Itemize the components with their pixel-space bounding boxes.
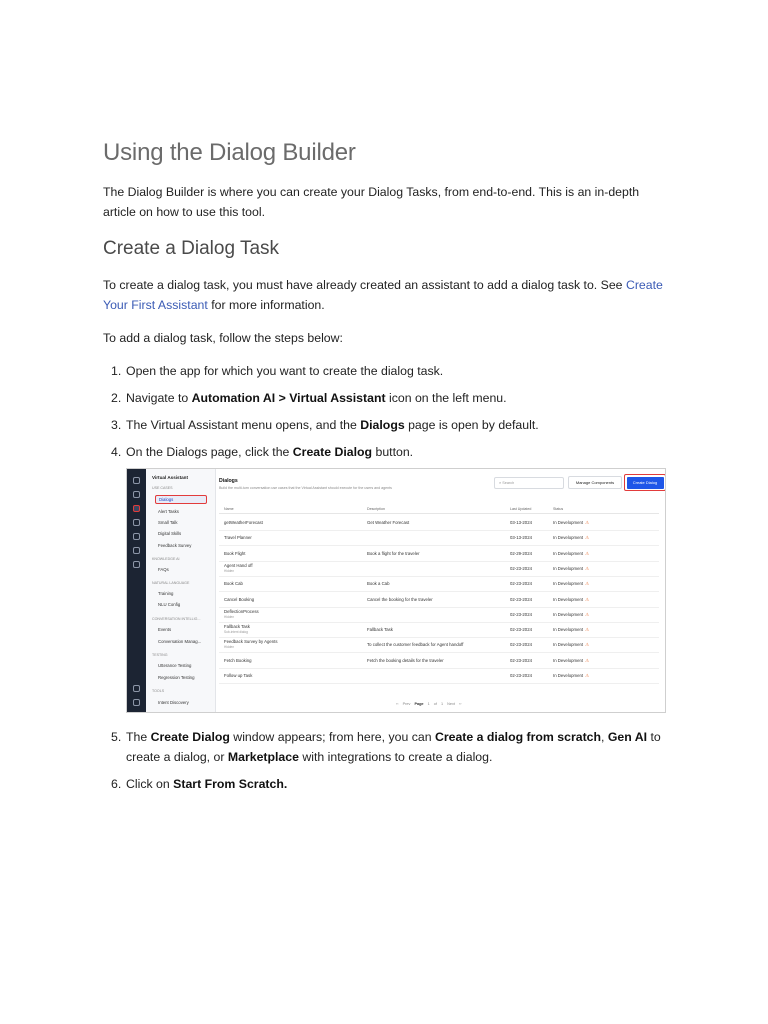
warning-icon: ⚠ (585, 520, 589, 525)
table-row: Travel Planner 03-13-2024 In Development ⚠ (219, 531, 659, 546)
table-row: Cancel Booking Cancel the booking for the traveler 02-23-2024 In Development ⚠ (219, 593, 659, 608)
create-dialog-button: Create Dialog (624, 474, 666, 491)
sidebar-item-dialogs: Dialogs (155, 495, 207, 504)
steps-intro: To add a dialog task, follow the steps below: (103, 331, 343, 345)
pagination: ‹‹ Prev Page 1 of 1 Next ›› (396, 702, 462, 706)
sidebar-item-utterance-testing: Utterance Testing (158, 663, 192, 668)
arrow-icon (133, 477, 140, 484)
sidebar-section-ci: CONVERSATION INTELLIG... (152, 617, 201, 621)
table-row: Follow up Task 02-23-2024 In Development ⚠ (219, 669, 659, 684)
table-row: Book Cab Book a Cab 02-23-2024 In Development ⚠ (219, 577, 659, 592)
section-heading: Create a Dialog Task (103, 238, 280, 259)
table-row: getWeatherForecast Get Weather Forecast 03-13-2024 In Development ⚠ (219, 516, 659, 531)
gear-icon (133, 547, 140, 554)
steps-list-a (103, 361, 663, 462)
sidebar-item-training: Training (158, 591, 174, 596)
sidebar-item-regression-testing: Regression Testing (158, 675, 195, 680)
sidebar-item-alert-tasks: Alert Tasks (158, 509, 179, 514)
table-row: Fetch Booking Fetch the booking details for the traveler 02-23-2024 In Development ⚠ (219, 654, 659, 669)
dialogs-main (216, 469, 665, 712)
dialogs-title: Dialogs (219, 478, 238, 484)
step-1: 1. Open the app for which you want to create the dialog task. (111, 364, 444, 378)
sidebar-section-testing: TESTING (152, 653, 168, 657)
sidebar-section-knowledge: KNOWLEDGE AI (152, 557, 180, 561)
book-icon (133, 699, 140, 706)
grid-icon (133, 491, 140, 498)
warning-icon: ⚠ (585, 596, 589, 602)
step-3: 3. The Virtual Assistant menu opens, and the Dialogs page is open by default. (111, 418, 539, 432)
dialogs-screenshot (126, 468, 666, 713)
sidebar-item-small-talk: Small Talk (158, 520, 178, 525)
sidebar-item-digital-skills: Digital Skills (158, 531, 182, 536)
create-assistant-link[interactable]: Create Your First Assistant (103, 278, 663, 312)
prereq-paragraph: To create a dialog task, you must have already created an assistant to add a dialog task to. See Create Your First Assistant for more information. (103, 278, 663, 312)
warning-icon: ⚠ (585, 611, 589, 617)
warning-icon: ⚠ (585, 627, 589, 633)
icon-rail (127, 469, 146, 712)
warning-icon: ⚠ (585, 565, 589, 571)
page-title: Using the Dialog Builder (103, 139, 356, 166)
search-icon: ⌕ (499, 481, 503, 485)
virtual-assistant-icon (133, 505, 140, 512)
sidebar-item-intent-discovery: Intent Discovery (158, 700, 189, 705)
step-4: 4. On the Dialogs page, click the Create Dialog button. (111, 445, 414, 459)
steps-list-b (103, 727, 663, 794)
warning-icon: ⚠ (585, 550, 589, 556)
sidebar-section-nl: NATURAL LANGUAGE (152, 581, 190, 585)
intro-paragraph: The Dialog Builder is where you can create your Dialog Tasks, from end-to-end. This is an in-depth article on how to use this tool. (103, 185, 640, 219)
sidebar-item-conversation-management: Conversation Manag... (158, 639, 202, 644)
sidebar-section-tools: TOOLS (152, 689, 165, 693)
sidebar-item-faqs: FAQs (158, 567, 169, 572)
step-6: 6. Click on Start From Scratch. (111, 777, 288, 791)
warning-icon: ⚠ (585, 535, 589, 541)
dialogs-subtitle: Build the multi-turn conversation use cases that the Virtual Assistant should execute for the users and agents (219, 486, 392, 490)
sidebar-item-nlu-config: NLU Config (158, 602, 181, 607)
table-row: Book Flight Book a flight for the traveler 02-29-2024 In Development ⚠ (219, 547, 659, 562)
rocket-icon (133, 533, 140, 540)
sidebar-title: Virtual Assistant (152, 475, 188, 480)
table-header: Name Description Last Updated Status (219, 505, 659, 514)
chat-icon (133, 685, 140, 692)
warning-icon: ⚠ (585, 657, 589, 663)
chart-icon (133, 519, 140, 526)
table-row: Fallback Task Sub-intent dialog Fallback Task 02-23-2024 In Development ⚠ (219, 623, 659, 638)
sidebar-item-feedback-survey: Feedback Survey (158, 543, 192, 548)
table-row: DeflectionProcess Hidden 02-23-2024 In Development ⚠ (219, 608, 659, 623)
manage-components-button: Manage Components (568, 476, 622, 489)
sidebar-item-events: Events (158, 627, 172, 632)
table-row: Agent Hand off Hidden 02-23-2024 In Development ⚠ (219, 562, 659, 577)
step-2: 2. Navigate to Automation AI > Virtual Assistant icon on the left menu. (111, 391, 507, 405)
step-5: 5. The Create Dialog window appears; from here, you can Create a dialog from scratch, Gen AI to create a dialog, or Marketplace with integrations to create a dialog. (111, 730, 661, 764)
calendar-icon (133, 561, 140, 568)
warning-icon: ⚠ (585, 642, 589, 648)
warning-icon: ⚠ (585, 581, 589, 587)
search-input: ⌕ Search (494, 477, 564, 489)
warning-icon: ⚠ (585, 673, 589, 678)
sidebar-section-use-cases: USE CASES (152, 486, 173, 490)
table-row: Feedback Survey by Agents Hidden To collect the customer feedback for Agent handoff 02-23-2024 In Development ⚠ (219, 638, 659, 653)
sidebar (146, 469, 216, 712)
